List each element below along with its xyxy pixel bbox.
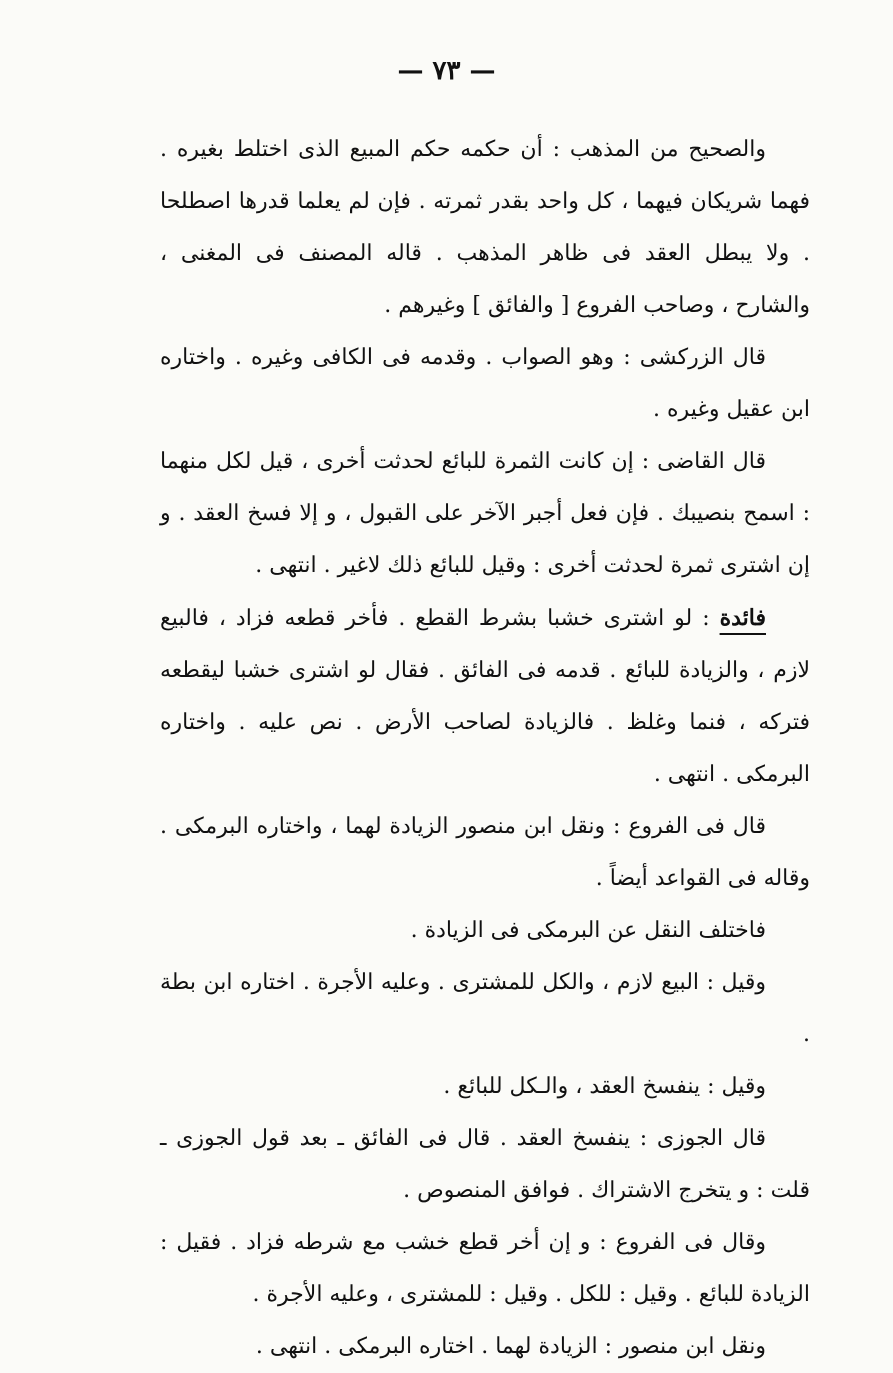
paragraph-ibn-mansur: ونقل ابن منصور : الزيادة لهما . اختاره البرمكى . انتهى .: [255, 1334, 766, 1359]
paragraph-jawzi: قال الجوزى : ينفسخ العقد . قال فى الفائق ـ بعد قول الجوزى ـ قلت : و يتخرج الاشتراك . فوافق المنصوص .: [160, 1126, 810, 1203]
paragraph-qil-lazim: وقيل : البيع لازم ، والكل للمشترى . وعليه الأجرة . اختاره ابن بطة .: [160, 970, 810, 1047]
faida-text: : لو اشترى خشبا بشرط القطع . فأخر قطعه فزاد ، فالبيع لازم ، والزيادة للبائع . قدمه فى الفائق . فقال لو اشترى خشبا ليقطعه فتركه ، فنما وغلظ . فالزيادة لصاحب الأرض . نص عليه . واختاره البرمكى . انتهى .: [160, 606, 810, 787]
paragraph-furu-2: وقال فى الفروع : و إن أخر قطع خشب مع شرطه فزاد . فقيل : الزيادة للبائع . وقيل : للكل . وقيل : للمشترى ، وعليه الأجرة .: [160, 1230, 810, 1307]
paragraph-ikhtalaf: فاختلف النقل عن البرمكى فى الزيادة .: [410, 918, 766, 943]
faida-label: فائدة: [719, 605, 766, 631]
page-text: [160, 124, 810, 1373]
paragraph-qadi: قال القاضى : إن كانت الثمرة للبائع لحدثت أخرى ، قيل لكل منهما : اسمح بنصيبك . فإن فعل أجبر الآخر على القبول ، و إلا فسخ العقد . و إن اشترى ثمرة لحدثت أخرى : وقيل للبائع ذلك لاغير . انتهى .: [160, 449, 810, 578]
page-number: — ٧٣ —: [397, 56, 496, 86]
paragraph-faida: [160, 592, 810, 801]
paragraph-furu: قال فى الفروع : ونقل ابن منصور الزيادة لهما ، واختاره البرمكى . وقاله فى القواعد أيضاً .: [160, 814, 810, 891]
paragraph-qil-yanfasikh: وقيل : ينفسخ العقد ، والـكل للبائع .: [443, 1074, 766, 1099]
paragraph-zarkashi: قال الزركشى : وهو الصواب . وقدمه فى الكافى وغيره . واختاره ابن عقيل وغيره .: [160, 345, 810, 422]
paragraph-madhhab: والصحيح من المذهب : أن حكمه حكم المبيع الذى اختلط بغيره . فهما شريكان فيهما ، كل واحد بقدر ثمرته . فإن لم يعلما قدرها اصطلحا . ولا يبطل العقد فى ظاهر المذهب . قاله المصنف فى المغنى ، والشارح ، وصاحب الفروع [ والفائق ] وغيرهم .: [160, 137, 810, 318]
